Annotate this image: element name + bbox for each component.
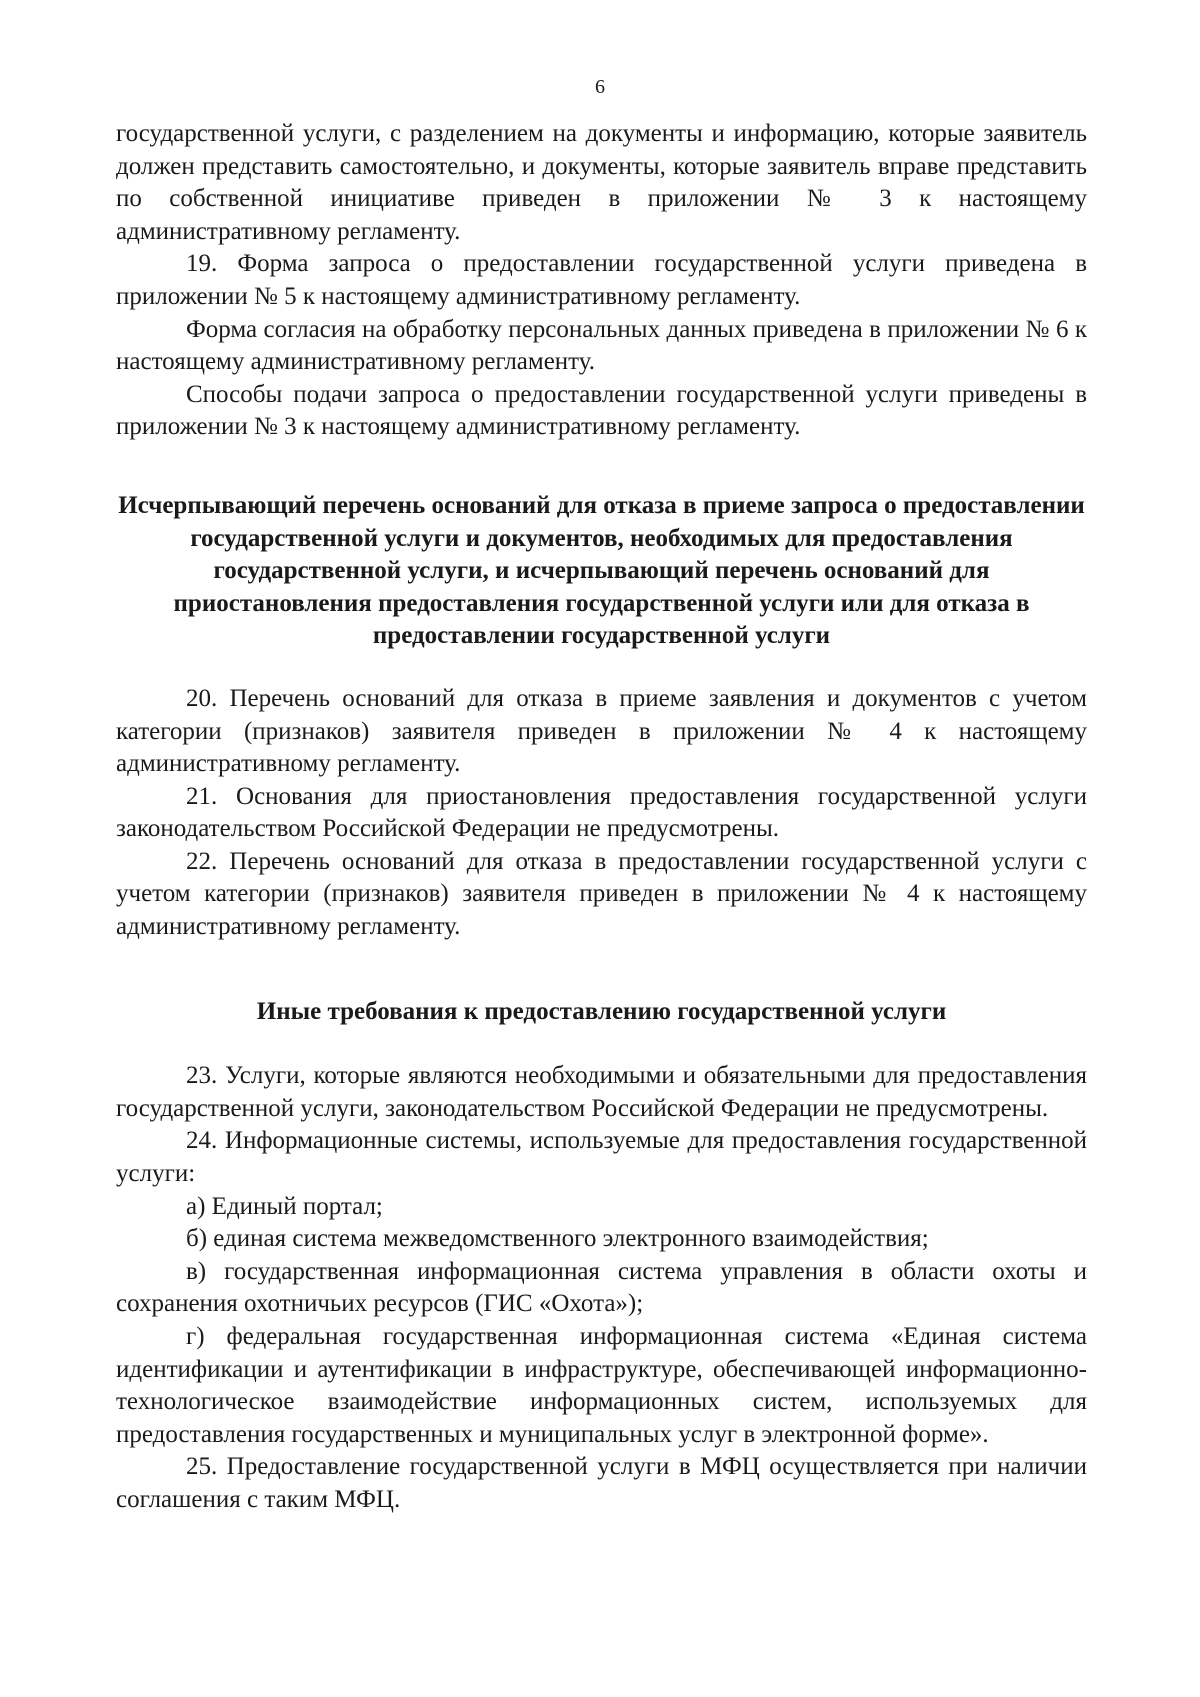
paragraph-22: 22. Перечень оснований для отказа в предоставлении государственной услуги с учетом категории (признаков) заявителя приведен в приложении № 4 к настоящему административному регламенту.: [116, 847, 1087, 941]
paragraph-submission-methods: Способы подачи запроса о предоставлении государственной услуги приведены в приложении № 3 к настоящему административному регламенту.: [116, 380, 1087, 441]
section-heading-other-requirements: Иные требования к предоставлению государственной услуги: [256, 997, 947, 1025]
document-body: [116, 118, 1087, 1517]
paragraph-21: 21. Основания для приостановления предоставления государственной услуги законодательством Российской Федерации не предусмотрены.: [116, 782, 1087, 843]
paragraph-20: 20. Перечень оснований для отказа в приеме заявления и документов с учетом категории (признаков) заявителя приведен в приложении № 4 к настоящему административному регламенту.: [116, 684, 1087, 778]
paragraph-24: 24. Информационные системы, используемые для предоставления государственной услуги:: [116, 1127, 1087, 1188]
paragraph-25: 25. Предоставление государственной услуги в МФЦ осуществляется при наличии соглашения с таким МФЦ.: [116, 1453, 1087, 1513]
page-number: 6: [595, 76, 605, 98]
list-item-g: г) федеральная государственная информационная система «Единая система идентификации и аутентификации в инфраструктуре, обеспечивающей информационно-технологическое взаимодействие информационных систем, используемых для предоставления государственных и муниципальных услуг в электронной форме».: [116, 1323, 1087, 1448]
paragraph-continuation: государственной услуги, с разделением на документы и информацию, которые заявитель должен представить самостоятельно, и документы, которые заявитель вправе представить по собственной инициативе приведен в приложении № 3 к настоящему административному регламенту.: [116, 120, 1087, 245]
paragraph-consent-form: Форма согласия на обработку персональных данных приведена в приложении № 6 к настоящему административному регламенту.: [116, 315, 1087, 376]
paragraph-19: 19. Форма запроса о предоставлении государственной услуги приведена в приложении № 5 к настоящему административному регламенту.: [116, 250, 1087, 310]
list-item-b: б) единая система межведомственного электронного взаимодействия;: [186, 1225, 929, 1253]
list-item-a: а) Единый портал;: [186, 1192, 383, 1220]
list-item-v: в) государственная информационная система управления в области охоты и сохранения охотничьих ресурсов (ГИС «Охота»);: [116, 1257, 1087, 1318]
paragraph-23: 23. Услуги, которые являются необходимыми и обязательными для предоставления государственной услуги, законодательством Российской Федерации не предусмотрены.: [116, 1062, 1087, 1122]
section-heading-refusal-grounds: Исчерпывающий перечень оснований для отказа в приеме запроса о предоставлении государственной услуги и документов, необходимых для предоставления государственной услуги, и исчерпывающий перечень оснований для приостановления предоставления государственной услуги или для отказа в предоставлении государственной услуги: [118, 491, 1085, 650]
